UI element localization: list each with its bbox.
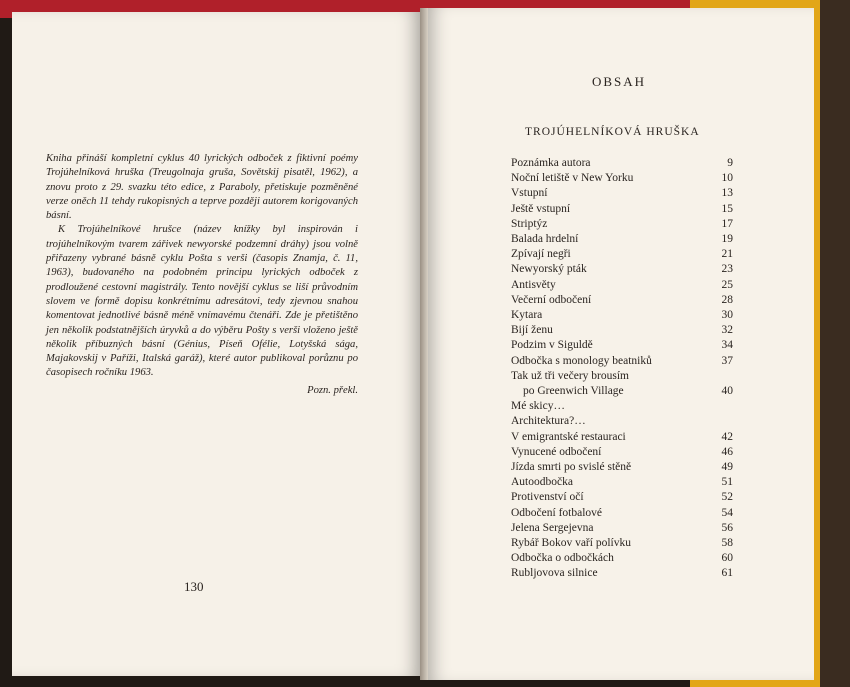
toc-entry-title: Rybář Bokov vaří polívku (511, 537, 631, 550)
toc-entry (511, 247, 733, 262)
toc-entry (511, 293, 733, 308)
toc-entry-page: 28 (721, 293, 733, 306)
toc-entry-title-continuation: po Greenwich Village (523, 385, 624, 398)
table-of-contents (511, 156, 733, 582)
toc-entry (511, 156, 733, 171)
toc-entry-page: 21 (721, 248, 733, 261)
toc-entry (511, 490, 733, 505)
toc-entry (511, 430, 733, 445)
toc-entry-title: Jízda smrti po svislé stěně (511, 461, 632, 474)
toc-entry-page: 61 (721, 567, 733, 580)
note-paragraph-2: K Trojúhelníkové hrušce (název knížky byl inspirován i trojúhelníkovým tvarem zářivek newyorské podzemní dráhy) jsou volně přiřazeny vybrané básně cyklu Pošta s verši (časopis Znamja, č. 11, 1963), budovaného na podobném principu lyrických odboček z prodloužené cestovní magistrály. Tento novější cyklus se liší průvodním slovem ve formě dopisu konkrétnímu adresátovi, tedy zjevnou snahou komentovat jednotlivé básně méně vnímavému čtenáři. Zde je přetištěno jen několik podstatnějších úryvků a do výběru Pošty s verši vloženo ještě několik příbuzných básní (Génius, Píseň Ofélie, Lotyšská sága, Majakovskij v Paříži, Italská garáž), které autor publikoval porůznu po časopisech ročníku 1963. (46, 224, 358, 379)
toc-entry (511, 323, 733, 338)
toc-entry-title: Bijí ženu (511, 324, 553, 337)
toc-entry-page: 13 (721, 187, 733, 200)
toc-entry-title: Balada hrdelní (511, 233, 579, 246)
contents-subheading: TROJÚHELNÍKOVÁ HRUŠKA (525, 126, 700, 138)
toc-entry-title: Architektura?… (511, 415, 586, 428)
toc-entry-title: Odbočení fotbalové (511, 506, 603, 519)
toc-entry-title: Ještě vstupní (511, 202, 571, 215)
toc-entry (511, 308, 733, 323)
toc-entry-page: 30 (721, 309, 733, 322)
toc-entry-title: Autoodbočka (511, 476, 573, 489)
toc-entry-page: 32 (721, 324, 733, 337)
toc-entry-title: Zpívají negři (511, 248, 571, 261)
toc-entry-title: Večerní odbočení (511, 293, 592, 306)
toc-entry (511, 278, 733, 293)
dark-background-edge (820, 0, 850, 687)
toc-entry (511, 445, 733, 460)
toc-entry (511, 202, 733, 217)
toc-entry-page: 49 (721, 461, 733, 474)
toc-entry-page: 40 (721, 385, 733, 398)
toc-entry (511, 551, 733, 566)
toc-entry-page: 54 (721, 506, 733, 519)
toc-entry-title: Vynucené odbočení (511, 445, 602, 458)
toc-entry-page: 56 (721, 521, 733, 534)
toc-entry (511, 338, 733, 353)
toc-entry (511, 186, 733, 201)
toc-entry-page: 17 (721, 217, 733, 230)
toc-entry-page: 37 (721, 354, 733, 367)
toc-entry (511, 369, 733, 399)
toc-entry-page: 25 (721, 278, 733, 291)
toc-entry (511, 414, 733, 429)
toc-entry-title: Striptýz (511, 217, 548, 230)
toc-entry-title: Jelena Sergejevna (511, 521, 594, 534)
toc-entry-title: Antisvěty (511, 278, 556, 291)
toc-entry (511, 171, 733, 186)
toc-entry-title: Poznámka autora (511, 157, 591, 169)
toc-entry-page: 58 (721, 537, 733, 550)
toc-entry (511, 460, 733, 475)
toc-entry-title: V emigrantské restauraci (511, 430, 626, 443)
toc-entry-page: 51 (721, 476, 733, 489)
toc-entry (511, 262, 733, 277)
toc-entry (511, 217, 733, 232)
toc-entry-title: Mé skicy… (511, 400, 565, 413)
toc-entry (511, 354, 733, 369)
toc-entry (511, 475, 733, 490)
contents-heading: OBSAH (592, 74, 647, 89)
translator-note (46, 152, 358, 398)
toc-entry (511, 232, 733, 247)
toc-entry (511, 536, 733, 551)
toc-entry (511, 399, 733, 414)
toc-entry (511, 521, 733, 536)
note-signature: Pozn. překl. (307, 384, 358, 396)
toc-entry-title: Kytara (511, 309, 543, 322)
toc-entry-title: Odbočka s monology beatniků (511, 354, 652, 367)
toc-entry-title: Tak už tři večery brousím (511, 369, 629, 382)
toc-entry-title: Newyorský pták (511, 263, 587, 276)
toc-entry (511, 506, 733, 521)
book-gutter (420, 8, 428, 680)
toc-entry-title: Noční letiště v New Yorku (511, 172, 634, 185)
toc-entry-page: 19 (721, 233, 733, 246)
toc-entry-page: 46 (721, 445, 733, 458)
toc-entry-title: Vstupní (511, 187, 548, 200)
toc-entry (511, 566, 733, 581)
toc-entry-title: Protivenství očí (511, 491, 584, 504)
toc-entry-title: Podzim v Siguldě (511, 339, 593, 352)
toc-entry-page: 52 (721, 491, 733, 504)
toc-entry-page: 42 (721, 430, 733, 443)
toc-entry-title: Odbočka o odbočkách (511, 552, 614, 565)
left-page-number: 130 (184, 579, 204, 594)
toc-entry-title: Rubljovova silnice (511, 567, 598, 580)
toc-entry-page: 60 (721, 552, 733, 565)
note-paragraph-1: Kniha přináší kompletní cyklus 40 lyrických odboček z fiktivní poémy Trojúhelníková hruška (Treugolnaja gruša, Sovětskij pisatěl, 1962), a znovu proto z 29. svazku této edice, z Paraboly, přetiskuje pozměněné verze oněch 11 tehdy rukopisných a teprve později autorem korigovaných básní. (46, 153, 358, 222)
toc-entry-page: 10 (721, 172, 733, 185)
toc-entry-page: 34 (721, 339, 733, 352)
toc-entry-page: 9 (727, 157, 733, 169)
toc-entry-page: 15 (721, 202, 733, 215)
toc-entry-page: 23 (721, 263, 733, 276)
